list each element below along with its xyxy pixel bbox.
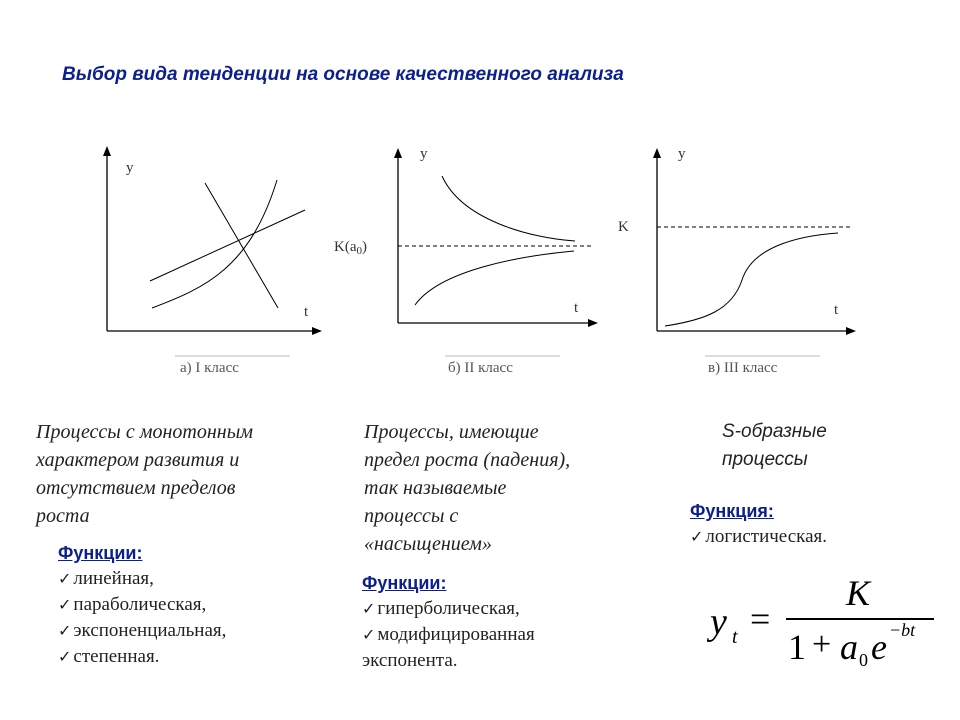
check-icon: ✓ [690,527,704,546]
col3-functions-heading: Функция: [690,501,774,521]
col2-functions [362,570,535,674]
g3-caption: в) III класс [708,360,778,376]
g2-falling-curve [442,176,575,241]
list-item: ✓ гиперболическая, [362,598,520,619]
g1-y-label: y [126,160,134,176]
g1-caption: а) I класс [180,360,239,376]
list-item: ✓ параболическая, [58,594,207,615]
list-item: ✓ степенная. [58,646,160,667]
check-icon: ✓ [58,621,72,640]
graph-class-2 [334,146,598,376]
col1-description: Процессы с монотонным характером развития и отсутствием пределов роста [36,421,254,527]
check-icon: ✓ [58,569,72,588]
g1-y-arrow [103,146,111,156]
slide-title: Выбор вида тенденции на основе качественного анализа [62,64,624,85]
graph-class-3 [618,146,856,376]
check-icon: ✓ [362,599,376,618]
g2-caption: б) II класс [448,360,513,376]
g2-rising-curve [415,251,574,305]
list-item: ✓ линейная, [58,568,154,589]
list-item: ✓ логистическая. [690,526,828,547]
logistic-formula: y t = K 1 + a 0 e −bt [708,570,948,680]
g1-t-arrow [312,327,322,335]
list-item: ✓ модифицированная [362,624,535,645]
list-item-continuation: экспонента. [362,650,458,671]
col2-description: Процессы, имеющие предел роста (падения), так называемые процессы с «насыщением» [364,421,571,555]
list-item: ✓ экспоненциальная, [58,620,227,641]
g3-y-arrow [653,148,661,158]
g1-t-label: t [304,304,309,320]
g2-t-arrow [588,319,598,327]
col2-functions-heading: Функции: [362,573,447,593]
graph-class-1 [103,146,322,376]
g3-t-arrow [846,327,856,335]
g3-y-label: y [678,146,686,162]
g2-t-label: t [574,300,579,316]
g1-falling-line [205,183,278,308]
col1-functions [58,540,226,670]
g3-k-label: K [618,219,629,235]
col3-description: S-образные процессы [722,421,827,470]
g2-y-label: y [420,146,428,162]
col1-functions-heading: Функции: [58,543,143,563]
check-icon: ✓ [362,625,376,644]
g2-y-arrow [394,148,402,158]
g3-t-label: t [834,302,839,318]
g3-s-curve [665,233,838,326]
check-icon: ✓ [58,647,72,666]
col3-functions [690,498,827,550]
g2-k-label: $K(a_0)$ [334,239,367,257]
check-icon: ✓ [58,595,72,614]
